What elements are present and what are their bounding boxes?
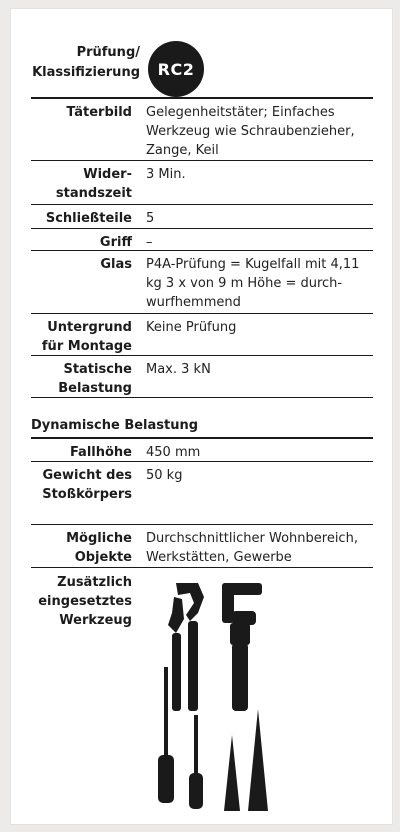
row-label: Schließteile <box>45 211 132 226</box>
divider <box>31 437 373 439</box>
classification-label-line1: Prüfung/ <box>76 45 140 60</box>
row-label: Glas <box>100 257 132 272</box>
pliers-icon <box>168 583 204 711</box>
divider <box>31 228 373 229</box>
section-title-dynamic: Dynamische Belastung <box>31 418 199 433</box>
row-label: Fallhöhe <box>69 445 132 460</box>
divider <box>31 250 373 251</box>
screwdriver-icon <box>189 715 203 809</box>
divider <box>31 397 373 398</box>
screwdriver-icon <box>158 667 174 803</box>
pipe-wrench-icon <box>222 583 262 711</box>
row-value: 50 kg <box>146 468 183 483</box>
row-value: Gelegenheitstäter; Einfaches Werkzeug wie Schraubenzieher, Zange, Keil <box>146 105 355 158</box>
classification-label-line2: Klassifizierung <box>32 65 140 80</box>
row-label: Statische Belastung <box>58 362 132 396</box>
row-label: Gewicht des Stoßkörpers <box>42 468 132 502</box>
row-value: Max. 3 kN <box>146 362 211 377</box>
wedge-icon <box>248 709 268 811</box>
row-value: P4A-Prüfung = Kugelfall mit 4,11 kg 3 x von 9 m Höhe = durch-wurfhemmend <box>146 257 360 310</box>
divider <box>31 160 373 161</box>
row-value: 450 mm <box>146 445 201 460</box>
row-label: Zusätzlich eingesetztes Werkzeug <box>38 575 132 628</box>
row-label: Untergrund für Montage <box>41 320 132 354</box>
divider <box>31 204 373 205</box>
classification-header <box>11 39 392 99</box>
row-label: Griff <box>99 235 132 250</box>
divider <box>31 461 373 462</box>
row-value: – <box>146 235 153 250</box>
row-label: Wider- standszeit <box>55 167 132 201</box>
row-label: Mögliche Objekte <box>66 531 132 565</box>
divider <box>31 524 373 525</box>
divider <box>31 313 373 314</box>
row-value: Durchschnittlicher Wohnbereich, Werkstätten, Gewerbe <box>146 531 358 565</box>
row-value: 3 Min. <box>146 167 186 182</box>
row-value: Keine Prüfung <box>146 320 237 335</box>
spec-card <box>10 8 393 825</box>
row-label: Täterbild <box>66 105 132 120</box>
rc2-badge: RC2 <box>148 41 204 97</box>
row-value: 5 <box>146 211 155 226</box>
tools-illustration <box>146 575 276 815</box>
divider <box>31 97 373 99</box>
wedge-icon <box>224 735 240 811</box>
divider <box>31 355 373 356</box>
classification-label <box>32 43 140 83</box>
divider <box>31 567 373 568</box>
